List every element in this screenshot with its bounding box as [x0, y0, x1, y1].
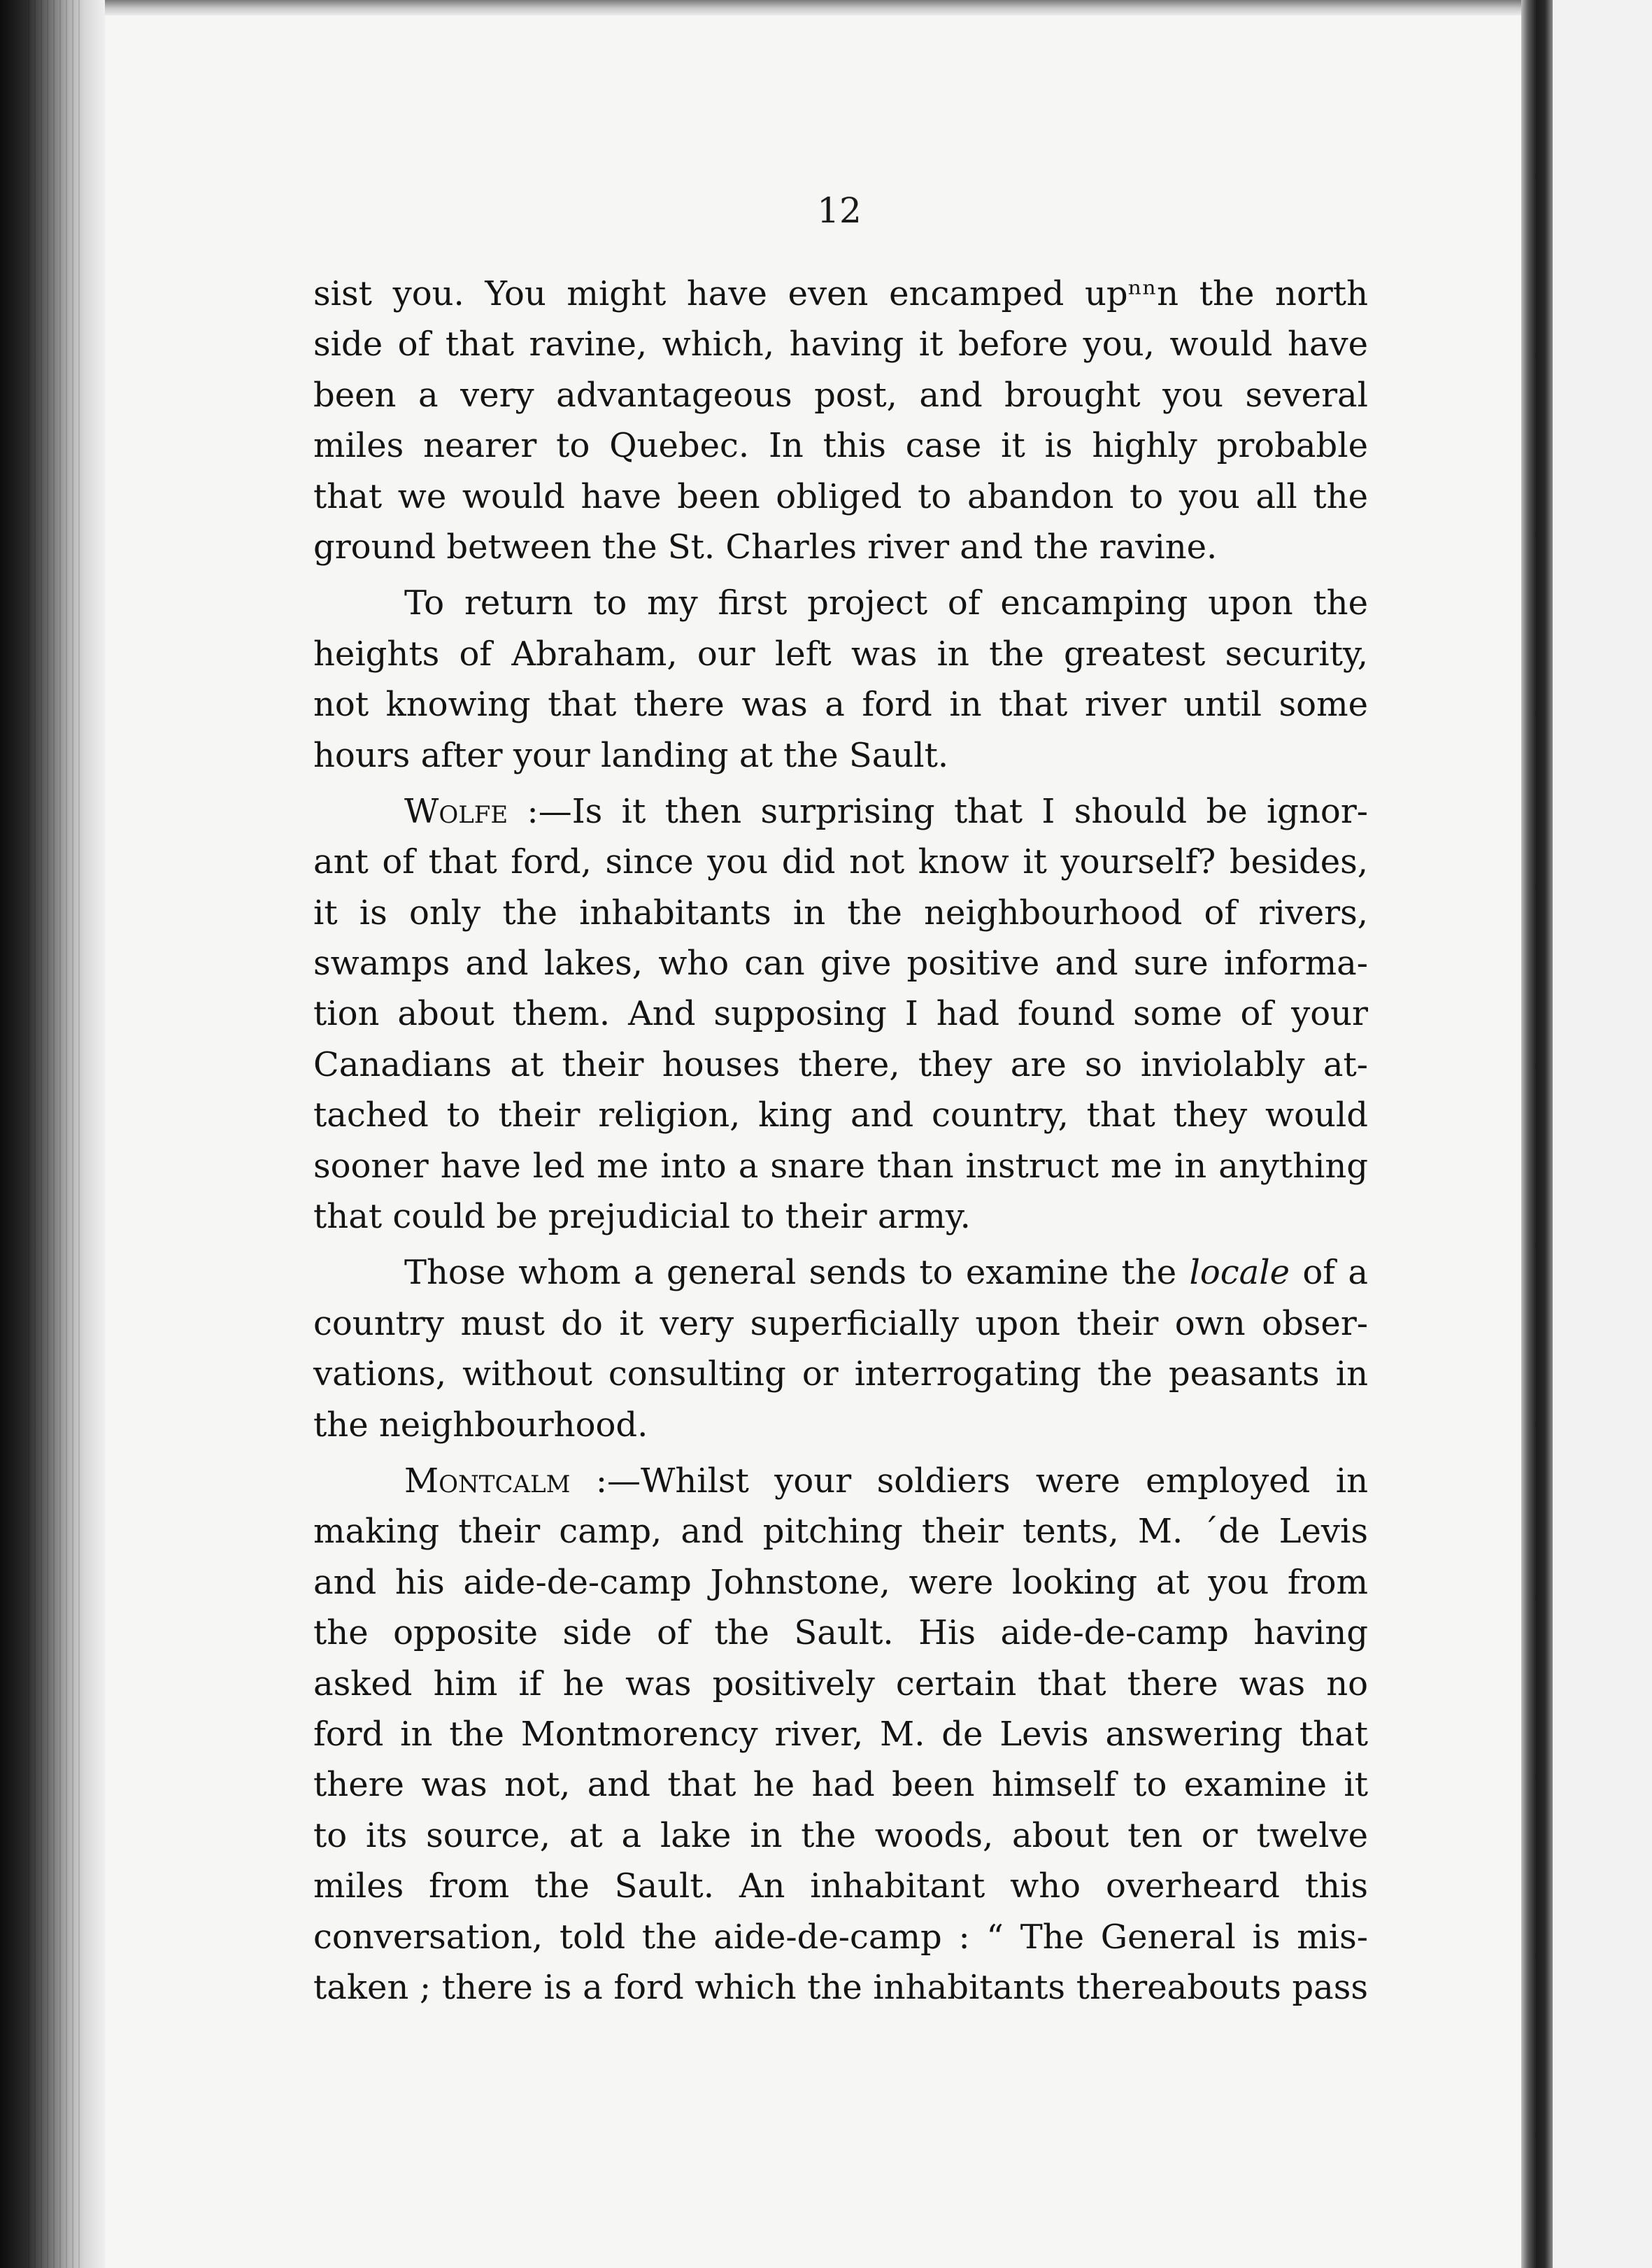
body-text	[313, 269, 1368, 2013]
paragraph	[313, 1247, 1368, 1450]
text-line: taken ; there is a ford which the inhabitants thereabouts pass	[313, 1967, 1368, 2007]
text-line: the opposite side of the Sault. His aide-de-camp having	[313, 1613, 1368, 1653]
text-line	[313, 786, 1368, 837]
text-line: making their camp, and pitching their tents, M. ´de Levis	[313, 1512, 1368, 1552]
text-line: and his aide-de-camp Johnstone, were looking at you from	[313, 1562, 1368, 1602]
text-line: that could be prejudicial to their army.	[313, 1197, 971, 1237]
text-line: heights of Abraham, our left was in the greatest security,	[313, 634, 1368, 674]
paragraph	[313, 269, 1368, 572]
page-edges-texture	[28, 0, 84, 2268]
text-line: conversation, told the aide-de-camp : “ The General is mis-	[313, 1917, 1368, 1957]
text-line: tached to their religion, king and country, that they would	[313, 1096, 1368, 1135]
text-line: swamps and lakes, who can give positive and sure informa-	[313, 944, 1368, 984]
text-line: asked him if he was positively certain that there was no	[313, 1664, 1368, 1703]
top-page-edge	[105, 0, 1521, 15]
text-line: sooner have led me into a snare than instruct me in anything	[313, 1146, 1368, 1186]
text-run: :—Is it then surprising that I should be ignor-	[508, 791, 1368, 831]
text-line: side of that ravine, which, having it before you, would have	[313, 325, 1368, 364]
paragraph	[313, 578, 1368, 781]
outer-margin	[1553, 0, 1652, 2268]
paragraph	[313, 786, 1368, 1242]
text-line: miles nearer to Quebec. In this case it is highly probable	[313, 426, 1368, 466]
text-line: ford in the Montmorency river, M. de Levis answering that	[313, 1714, 1368, 1754]
text-line: miles from the Sault. An inhabitant who overheard this	[313, 1866, 1368, 1906]
speaker-name: Wolfe	[404, 791, 508, 831]
text-line: sist you. You might have even encamped upⁿⁿn the north	[313, 274, 1368, 313]
text-line: the neighbourhood.	[313, 1405, 648, 1445]
text-line: ground between the St. Charles river and the ravine.	[313, 527, 1218, 567]
text-line: Canadians at their houses there, they are so inviolably at-	[313, 1044, 1368, 1084]
text-line: not knowing that there was a ford in that river until some	[313, 685, 1368, 725]
text-line: To return to my first project of encamping upon the	[404, 583, 1368, 623]
text-line: tion about them. And supposing I had found some of your	[313, 994, 1368, 1034]
text-line: vations, without consulting or interrogating the peasants in	[313, 1354, 1368, 1394]
text-line: it is only the inhabitants in the neighbourhood of rivers,	[313, 893, 1368, 933]
text-line	[313, 1456, 1368, 1506]
text-line: country must do it very superficially upon their own obser-	[313, 1303, 1368, 1343]
speaker-name: Montcalm	[404, 1461, 571, 1501]
italic-word: locale	[1189, 1253, 1290, 1293]
right-page-edge	[1521, 0, 1553, 2268]
text-line: Those whom a general sends to examine the locale of a	[404, 1253, 1369, 1293]
page-number: 12	[817, 190, 862, 231]
text-line: that we would have been obliged to abandon to you all the	[313, 476, 1368, 516]
text-line: hours after your landing at the Sault.	[313, 735, 949, 775]
text-line: there was not, and that he had been himself to examine it	[313, 1765, 1368, 1805]
paragraph	[313, 1456, 1368, 2013]
text-line: been a very advantageous post, and brought you several	[313, 375, 1368, 415]
text-line: ant of that ford, since you did not know it yourself? besides,	[313, 842, 1368, 882]
text-line: to its source, at a lake in the woods, about ten or twelve	[313, 1815, 1368, 1855]
text-run: :—Whilst your soldiers were employed in	[570, 1461, 1368, 1501]
